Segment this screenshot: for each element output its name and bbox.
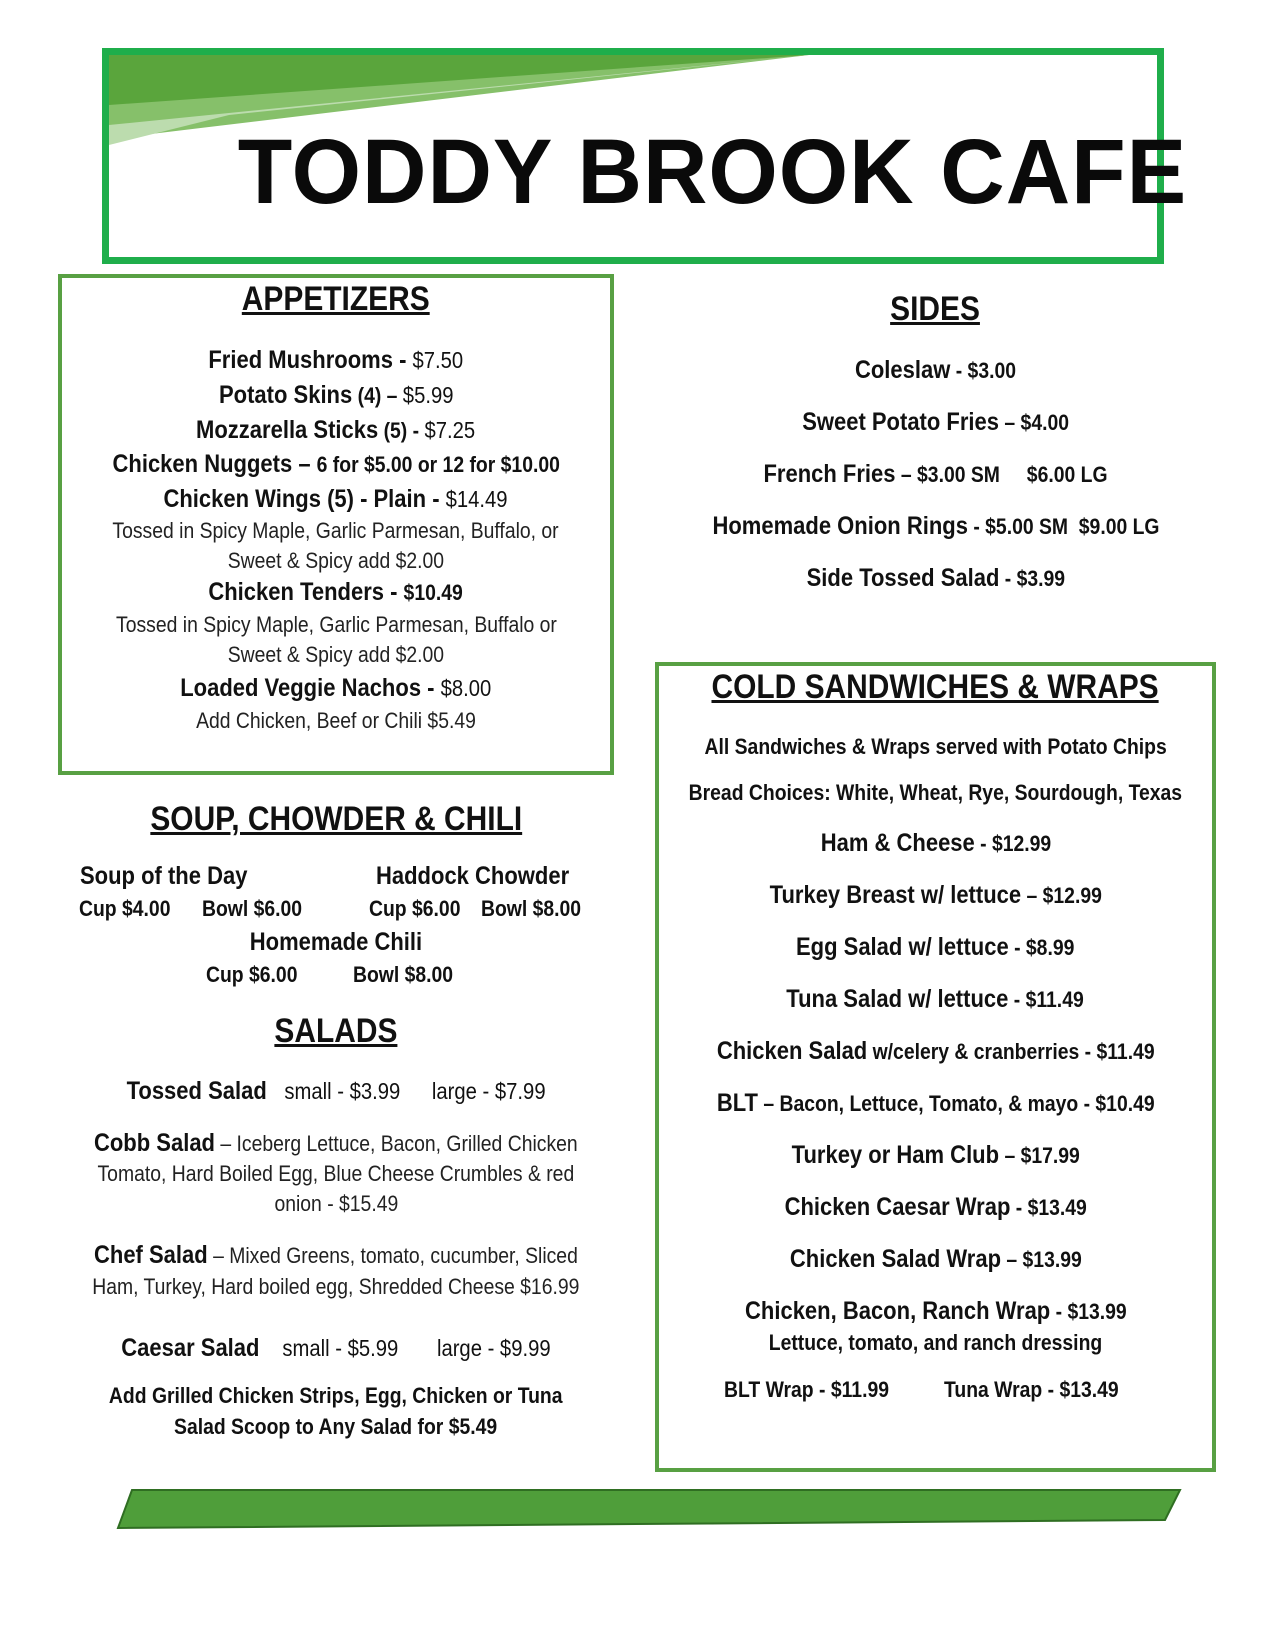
menu-item: Ham & Cheese - $12.99 (820, 829, 1051, 857)
menu-item: Chicken Wings (5) - Plain - $14.49 (163, 485, 509, 513)
menu-item: Tuna Salad w/ lettuce - $11.49 (786, 985, 1085, 1013)
menu-item: Mozzarella Sticks (5) - $7.25 (196, 416, 476, 444)
menu-item: Chef Salad – Mixed Greens, tomato, cucumber, Sliced (94, 1241, 578, 1269)
menu-item: Chicken Salad w/celery & cranberries - $11.49 (716, 1037, 1155, 1065)
page-title: TODDY BROOK CAFE (237, 121, 1188, 223)
blt-wrap-item: BLT Wrap - $11.99 (724, 1377, 889, 1402)
salads-section (58, 0, 614, 1650)
soup-of-day-bowl: Bowl $6.00 (202, 896, 303, 921)
soup-heading: SOUP, CHOWDER & CHILI (150, 800, 522, 838)
item-description: Lettuce, tomato, and ranch dressing (768, 1330, 1103, 1355)
sides-heading: SIDES (890, 290, 981, 328)
soup-of-day-label: Soup of the Day (80, 862, 248, 890)
menu-item: Chicken Salad Wrap – $13.99 (789, 1245, 1082, 1273)
salad-addon-note: Salad Scoop to Any Salad for $5.49 (174, 1414, 498, 1439)
item-description: Add Chicken, Beef or Chili $5.49 (196, 708, 476, 733)
menu-item: Tossed Salad small - $3.99 large - $7.99 (126, 1077, 546, 1105)
menu-item: Side Tossed Salad - $3.99 (806, 564, 1065, 592)
item-description: onion - $15.49 (274, 1191, 398, 1216)
salad-addon-note: Add Grilled Chicken Strips, Egg, Chicken or Tuna (109, 1383, 563, 1408)
cold-sandwiches-heading: COLD SANDWICHES & WRAPS (711, 668, 1160, 706)
item-description: Sweet & Spicy add $2.00 (227, 642, 445, 667)
homemade-chili-label: Homemade Chili (249, 928, 423, 956)
menu-item: Chicken Caesar Wrap - $13.49 (784, 1193, 1087, 1221)
menu-item: Chicken Nuggets – 6 for $5.00 or 12 for $10.00 (112, 450, 560, 478)
item-description: Ham, Turkey, Hard boiled egg, Shredded Cheese $16.99 (92, 1274, 580, 1299)
soup-of-day-cup: Cup $4.00 (79, 896, 171, 921)
item-description: Tomato, Hard Boiled Egg, Blue Cheese Crumbles & red (97, 1161, 575, 1186)
chili-bowl: Bowl $8.00 (353, 962, 454, 987)
menu-item: BLT – Bacon, Lettuce, Tomato, & mayo - $10.49 (716, 1089, 1155, 1117)
menu-item: Turkey Breast w/ lettuce – $12.99 (769, 881, 1102, 909)
menu-item: Cobb Salad – Iceberg Lettuce, Bacon, Grilled Chicken (94, 1129, 578, 1157)
menu-item: Caesar Salad small - $5.99 large - $9.99 (121, 1334, 551, 1362)
item-description: Tossed in Spicy Maple, Garlic Parmesan, Buffalo or (115, 612, 557, 637)
appetizers-heading: APPETIZERS (242, 280, 430, 318)
menu-item: Chicken, Bacon, Ranch Wrap - $13.99 (744, 1297, 1127, 1325)
menu-item: Coleslaw - $3.00 (854, 356, 1017, 384)
served-with-note: All Sandwiches & Wraps served with Potato Chips (704, 734, 1167, 759)
salads-heading: SALADS (274, 1012, 398, 1050)
menu-item: Turkey or Ham Club – $17.99 (791, 1141, 1080, 1169)
menu-item: Egg Salad w/ lettuce - $8.99 (796, 933, 1075, 961)
menu-item: Loaded Veggie Nachos - $8.00 (180, 674, 492, 702)
item-description: Tossed in Spicy Maple, Garlic Parmesan, Buffalo, or (112, 518, 560, 543)
menu-item: Homemade Onion Rings - $5.00 SM $9.00 LG (711, 512, 1160, 540)
menu-item: Potato Skins (4) – $5.99 (218, 381, 454, 409)
bread-choices-note: Bread Choices: White, Wheat, Rye, Sourdough, Texas (688, 780, 1183, 805)
menu-item: Sweet Potato Fries – $4.00 (802, 408, 1069, 436)
menu-item: Chicken Tenders - $10.49 (208, 578, 464, 606)
menu-item: Fried Mushrooms - $7.50 (208, 346, 464, 374)
item-description: Sweet & Spicy add $2.00 (227, 548, 445, 573)
chili-cup: Cup $6.00 (206, 962, 298, 987)
menu-item: French Fries – $3.00 SM $6.00 LG (763, 460, 1108, 488)
haddock-chowder-label: Haddock Chowder (376, 862, 570, 890)
haddock-cup: Cup $6.00 (369, 896, 461, 921)
tuna-wrap-item: Tuna Wrap - $13.49 (944, 1377, 1119, 1402)
haddock-bowl: Bowl $8.00 (481, 896, 582, 921)
footer-swoosh-graphic (0, 1480, 1275, 1540)
